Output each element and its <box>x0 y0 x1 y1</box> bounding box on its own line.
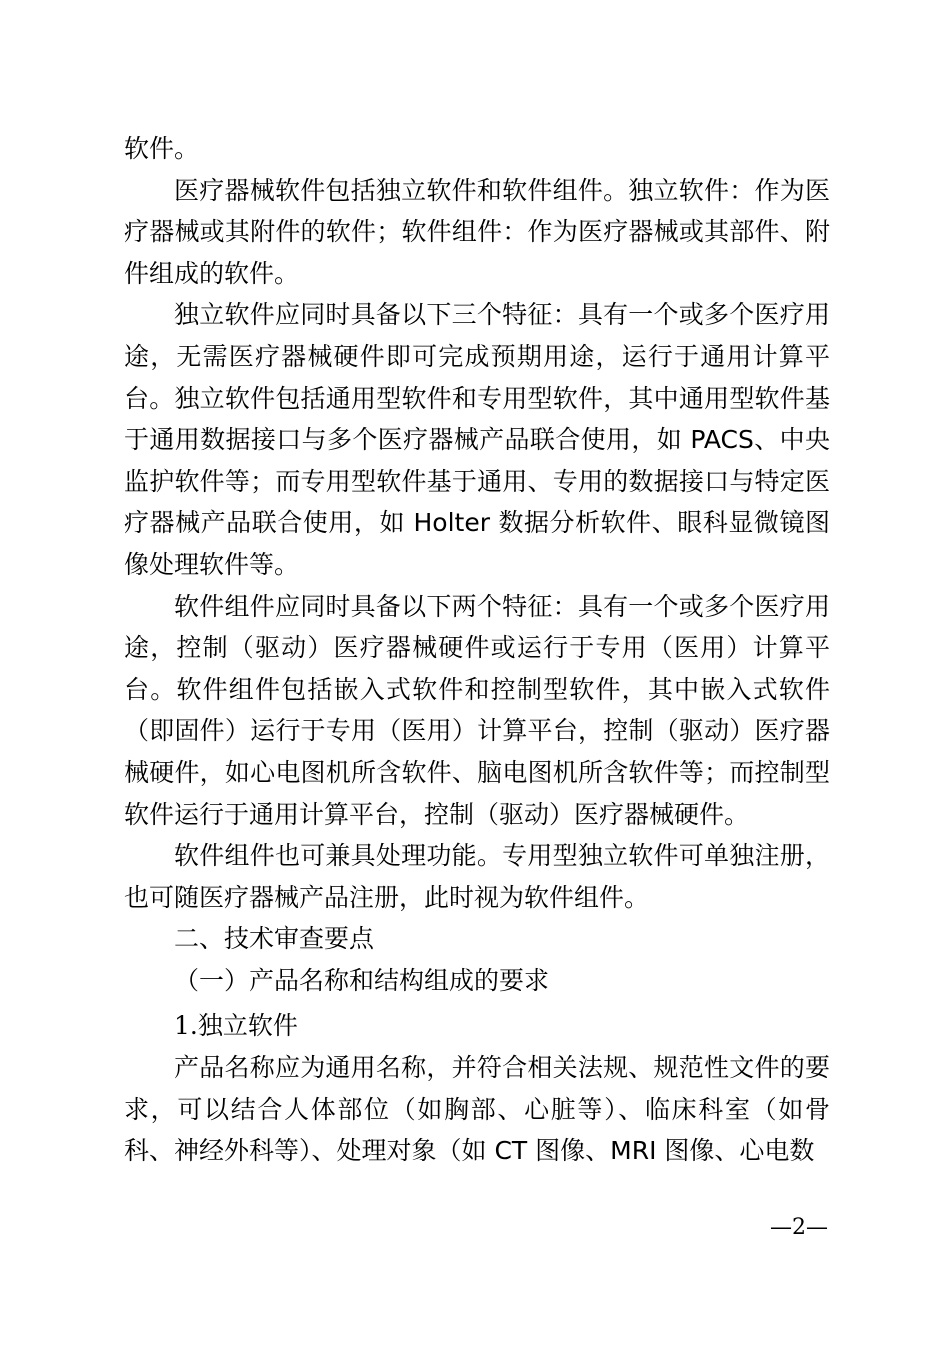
subsection-heading: （一）产品名称和结构组成的要求 <box>174 965 550 995</box>
paragraph-processing-function: 软件组件也可兼具处理功能。专用型独立软件可单独注册，也可随医疗器械产品注册，此时视为软件组件。 <box>124 841 830 912</box>
paragraph-software-types: 医疗器械软件包括独立软件和软件组件。独立软件：作为医疗器械或其附件的软件；软件组件：作为医疗器械或其部件、附件组成的软件。 <box>124 175 830 288</box>
item-number: 1. <box>174 1011 198 1041</box>
item-title: 独立软件 <box>197 1011 298 1041</box>
paragraph-standalone-software: 独立软件应同时具备以下三个特征：具有一个或多个医疗用途，无需医疗器械硬件即可完成预期用途，运行于通用计算平台。独立软件包括通用型软件和专用型软件，其中通用型软件基于通用数据接口与多个医疗器械产品联合使用，如 PACS、中央监护软件等；而专用型软件基于通用、专用的数据接口与特定医疗器械产品联合使用，如 Holter 数据分析软件、眼科显微镜图像处理软件等。 <box>124 300 830 579</box>
paragraph-software-component: 软件组件应同时具备以下两个特征：具有一个或多个医疗用途，控制（驱动）医疗器械硬件或运行于专用（医用）计算平台。软件组件包括嵌入式软件和控制型软件，其中嵌入式软件（即固件）运行于专用（医用）计算平台，控制（驱动）医疗器械硬件，如心电图机所含软件、脑电图机所含软件等；而控制型软件运行于通用计算平台，控制（驱动）医疗器械硬件。 <box>124 591 830 829</box>
item-heading <box>124 1005 830 1047</box>
document-body <box>124 128 830 1172</box>
page-number: —2— <box>770 1215 828 1240</box>
section-heading: 二、技术审查要点 <box>174 924 375 954</box>
paragraph-continuation: 软件。 <box>124 134 200 163</box>
paragraph-product-name: 产品名称应为通用名称，并符合相关法规、规范性文件的要求，可以结合人体部位（如胸部、心脏等）、临床科室（如骨科、神经外科等）、处理对象（如 CT 图像、MRI 图像、心电数 <box>124 1053 830 1166</box>
